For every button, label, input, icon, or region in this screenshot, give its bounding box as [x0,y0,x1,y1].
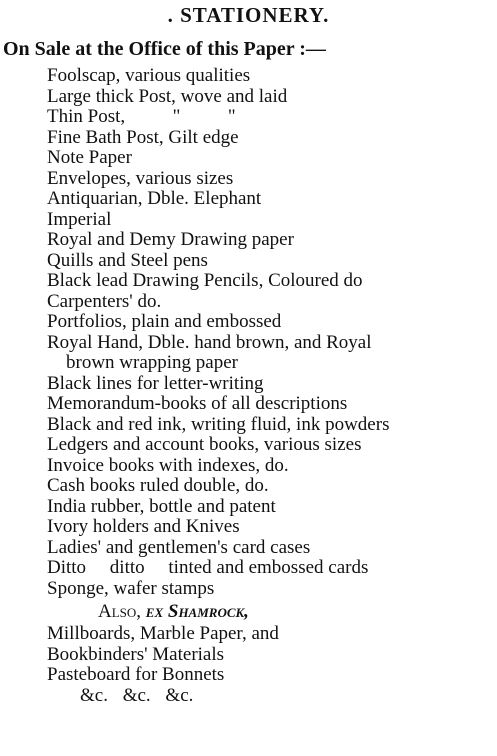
advertisement-heading: . STATIONERY. [167,3,330,27]
list-item: Ivory holders and Knives [47,517,240,537]
list-item: Ditto ditto tinted and embossed cards [47,558,369,578]
closing-etc: &c. &c. &c. [80,685,194,706]
list-item: Pasteboard for Bonnets [47,665,225,685]
list-item: Royal Hand, Dble. hand brown, and Royal [47,332,372,353]
list-item: Invoice books with indexes, do. [47,455,289,476]
list-item: Royal and Demy Drawing paper [47,230,294,250]
list-item: Foolscap, various qualities [47,66,251,86]
list-item: Cash books ruled double, do. [47,476,269,496]
list-item: Antiquarian, Dble. Elephant [47,189,262,209]
list-item: Black and red ink, writing fluid, ink powders [47,414,390,435]
list-item: Large thick Post, wove and laid [47,86,288,107]
list-item: Carpenters' do. [47,291,162,312]
list-item: Black lines for letter-writing [47,373,264,394]
list-item: Ladies' and gentlemen's card cases [47,537,311,558]
also-line [0,599,497,624]
list-item: Imperial [47,209,112,230]
list-item-continuation: brown wrapping paper [66,353,239,373]
list-item: Portfolios, plain and embossed [47,312,282,332]
stationery-list [0,66,497,706]
list-item: Ledgers and account books, various sizes [47,435,362,455]
list-item: Fine Bath Post, Gilt edge [47,127,239,148]
list-item: Quills and Steel pens [47,250,208,271]
also-label: Also, [98,601,142,622]
list-item: Millboards, Marble Paper, and [47,624,279,644]
list-item: Black lead Drawing Pencils, Coloured do [47,271,363,291]
list-item: Memorandum-books of all descriptions [47,394,348,414]
list-item: Note Paper [47,148,132,168]
list-item: Sponge, wafer stamps [47,578,215,599]
ship-name: ex Shamrock, [145,601,249,622]
list-item: Envelopes, various sizes [47,168,234,189]
list-item: Bookbinders' Materials [47,644,225,665]
list-item: Thin Post, " " [47,107,236,127]
advertisement-subheading: On Sale at the Office of this Paper :— [3,38,326,60]
list-item: India rubber, bottle and patent [47,496,276,517]
